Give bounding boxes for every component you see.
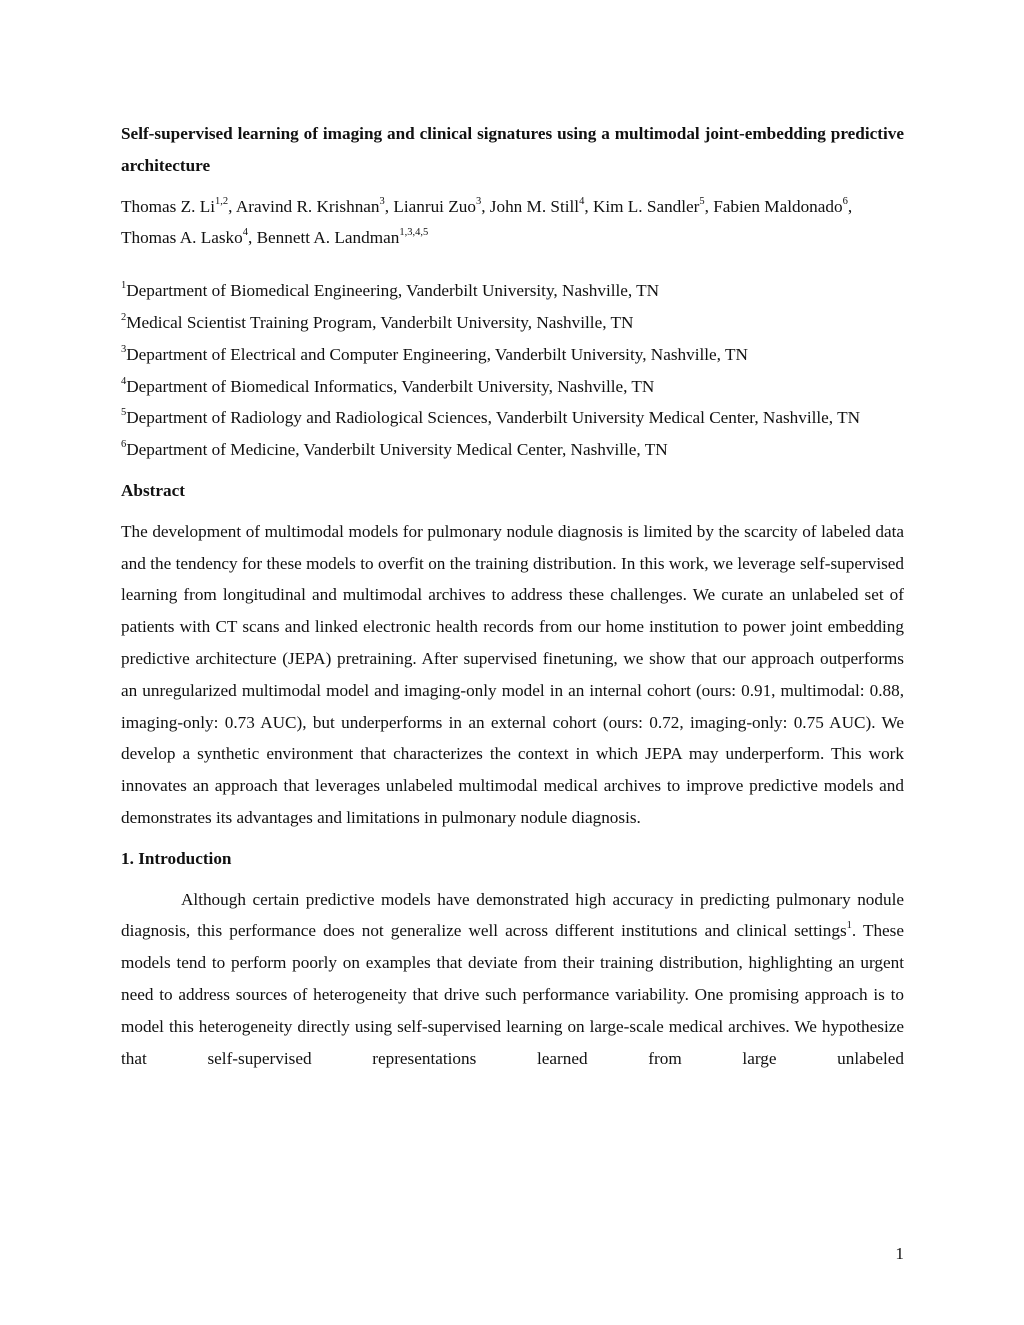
author-affiliation-marker: 1,2 [215, 195, 229, 207]
affiliation-text: Department of Electrical and Computer Engineering, Vanderbilt University, Nashville, TN [126, 344, 748, 364]
introduction-body [121, 884, 904, 1075]
author-7: Thomas A. Lasko$^4$, [121, 227, 257, 248]
author-1: Thomas Z. Li$^{1,2}$, [121, 195, 236, 216]
author-4: John M. Still$^4$, [489, 195, 593, 216]
affiliation-1 [121, 275, 904, 307]
affiliation-number: 1 [121, 280, 127, 292]
author-affiliation-marker: 4 [579, 195, 585, 207]
introduction-heading: 1. Introduction [121, 848, 232, 868]
affiliation-number: 4 [121, 375, 127, 387]
abstract-body: The development of multimodal models for pulmonary nodule diagnosis is limited by the scarcity of labeled data and the tendency for these models to overfit on the training distribution. In this work, we leverage self-supervised learning from longitudinal and multimodal archives to address these challenges. We curate an unlabeled set of patients with CT scans and linked electronic health records from our home institution to power joint embedding predictive architecture (JEPA) pretraining. After supervised finetuning, we show that our approach outperforms an unregularized multimodal model and imaging-only model in an internal cohort (ours: 0.91, multimodal: 0.88, imaging-only: 0.73 AUC), but underperforms in an external cohort (ours: 0.72, imaging-only: 0.75 AUC). We develop a synthetic environment that characterizes the context in which JEPA may underperform. This work innovates an approach that leverages unlabeled multimodal medical archives to improve predictive models and demonstrates its advantages and limitations in pulmonary nodule diagnosis. [121, 521, 904, 827]
author-affiliation-marker: 5 [699, 195, 705, 207]
author-affiliation-marker: 4 [242, 227, 248, 239]
affiliation-text: Department of Biomedical Informatics, Vanderbilt University, Nashville, TN [126, 376, 655, 396]
author-affiliation-marker: 6 [842, 195, 848, 207]
affiliation-number: 5 [121, 407, 127, 419]
paper-title: Self-supervised learning of imaging and clinical signatures using a multimodal joint-embedding predictive architecture [121, 124, 904, 175]
affiliation-5 [121, 402, 904, 434]
abstract-heading: Abstract [121, 480, 185, 500]
affiliation-text: Department of Medicine, Vanderbilt University Medical Center, Nashville, TN [126, 440, 668, 460]
author-name: Kim L. Sandler [592, 196, 700, 216]
author-6: Fabien Maldonado$^6$, [713, 195, 853, 216]
author-name: Thomas Z. Li [121, 196, 216, 216]
affiliation-2 [121, 307, 904, 339]
introduction-text-part: Although certain predictive models have demonstrated high accuracy in predicting pulmonary nodule diagnosis, this performance does not generalize well across different institutions and clinical settings [121, 889, 904, 941]
affiliation-text: Department of Radiology and Radiological Sciences, Vanderbilt University Medical Center, Nashville, TN [126, 408, 860, 428]
author-name: Lianrui Zuo [393, 196, 476, 216]
affiliation-3 [121, 339, 904, 371]
affiliation-6 [121, 434, 904, 466]
author-3: Lianrui Zuo$^3$, [393, 195, 490, 216]
author-name: Bennett A. Landman [256, 228, 400, 248]
author-8 [257, 228, 429, 247]
author-list [121, 191, 904, 255]
affiliation-text: Medical Scientist Training Program, Vanderbilt University, Nashville, TN [126, 312, 634, 332]
author-5: Kim L. Sandler$^5$, [592, 195, 714, 216]
page-number: 1 [895, 1244, 904, 1263]
citation-marker: 1 [846, 920, 852, 932]
author-name: Fabien Maldonado [713, 196, 843, 216]
introduction-text-part: . These models tend to perform poorly on examples that deviate from their training distribution, highlighting an urgent need to address sources of heterogeneity that drive such performance variability. One promising approach is to model this heterogeneity directly using self-supervised learning on large-scale medical archives. We hypothesize that self-supervised representations learned from large unlabeled [121, 921, 904, 1068]
author-name: John M. Still [489, 196, 580, 216]
paper-page [121, 118, 904, 1074]
author-affiliation-marker: 3 [475, 195, 482, 207]
author-name: Thomas A. Lasko [121, 228, 243, 248]
affiliation-number: 6 [121, 439, 127, 451]
affiliation-list [121, 275, 904, 466]
affiliation-text: Department of Biomedical Engineering, Vanderbilt University, Nashville, TN [126, 281, 660, 301]
author-name: Aravind R. Krishnan [235, 196, 380, 216]
affiliation-number: 3 [121, 343, 127, 355]
affiliation-4 [121, 371, 904, 403]
author-2: Aravind R. Krishnan$^3$, [235, 195, 394, 216]
author-affiliation-marker: 3 [379, 195, 385, 207]
author-affiliation-marker: 1,3,4,5 [399, 227, 429, 239]
affiliation-number: 2 [121, 312, 127, 324]
